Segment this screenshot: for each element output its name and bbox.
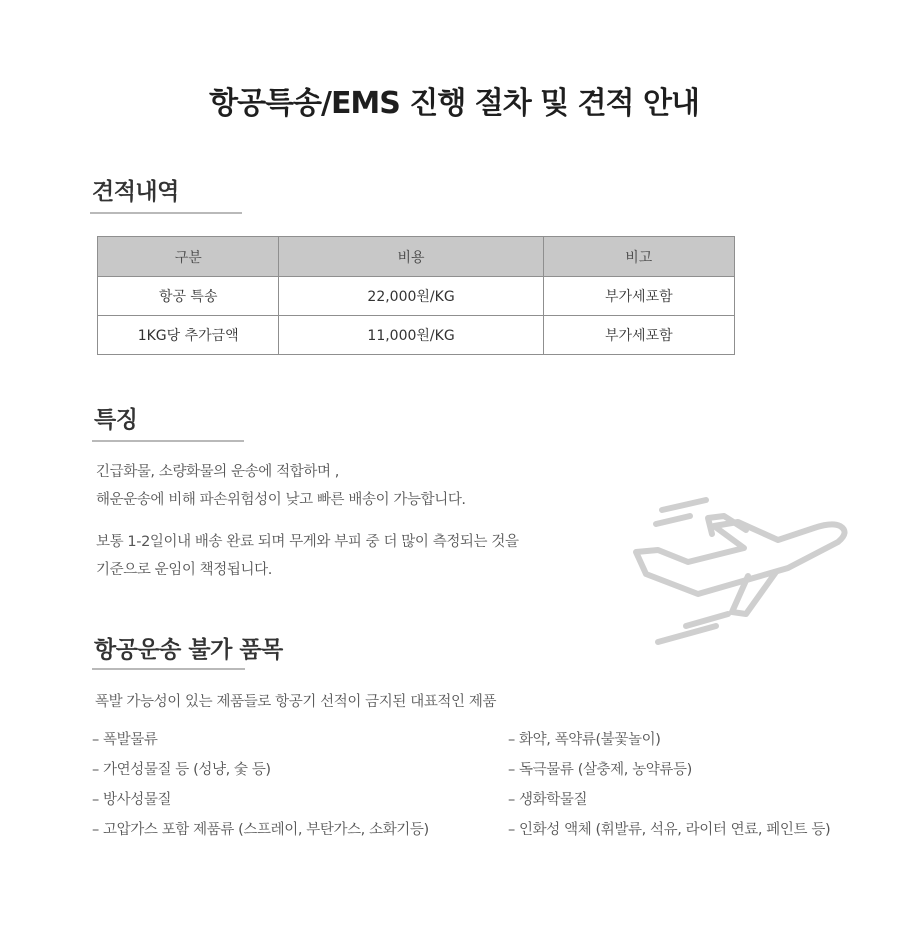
features-paragraph-1 (96, 458, 466, 514)
list-item: – 가연성물질 등 (성냥, 숯 등) (92, 762, 271, 778)
quote-heading: 견적내역 (92, 179, 179, 205)
table-cell: 부가세포함 (543, 277, 734, 316)
table-row (98, 316, 735, 355)
table-cell: 22,000원/KG (279, 277, 543, 316)
quote-heading-underline (90, 212, 242, 214)
prohibited-heading: 항공운송 불가 품목 (94, 637, 283, 663)
table-cell: 1KG당 추가금액 (98, 316, 279, 355)
list-item: – 인화성 액체 (휘발류, 석유, 라이터 연료, 페인트 등) (508, 822, 831, 838)
features-line: 보통 1-2일이내 배송 완료 되며 무게와 부피 중 더 많이 측정되는 것을 (96, 534, 519, 550)
features-paragraph-2 (96, 528, 519, 584)
prohibited-intro: 폭발 가능성이 있는 제품들로 항공기 선적이 금지된 대표적인 제품 (95, 694, 497, 710)
table-header-row (98, 237, 735, 277)
table-cell: 항공 특송 (98, 277, 279, 316)
list-item: – 생화학물질 (508, 792, 588, 808)
table-cell: 부가세포함 (543, 316, 734, 355)
column-header: 구분 (98, 237, 279, 277)
list-item: – 화약, 폭약류(불꽃놀이) (508, 732, 661, 748)
list-item: – 고압가스 포함 제품류 (스프레이, 부탄가스, 소화기등) (92, 822, 429, 838)
features-heading: 특징 (94, 407, 138, 433)
features-line: 긴급화물, 소량화물의 운송에 적합하며 , (96, 464, 339, 480)
prohibited-heading-underline (92, 668, 245, 670)
features-heading-underline (92, 440, 244, 442)
quote-table (97, 236, 735, 355)
page-title: 항공특송/EMS 진행 절차 및 견적 안내 (209, 86, 699, 121)
features-line: 해운운송에 비해 파손위험성이 낮고 빠른 배송이 가능합니다. (96, 492, 466, 508)
table-cell: 11,000원/KG (279, 316, 543, 355)
features-line: 기준으로 운임이 책정됩니다. (96, 562, 272, 578)
column-header: 비용 (279, 237, 543, 277)
list-item: – 방사성물질 (92, 792, 172, 808)
airplane-icon (628, 496, 858, 646)
list-item: – 폭발물류 (92, 732, 158, 748)
table-row (98, 277, 735, 316)
list-item: – 독극물류 (살충제, 농약류등) (508, 762, 692, 778)
column-header: 비고 (543, 237, 734, 277)
